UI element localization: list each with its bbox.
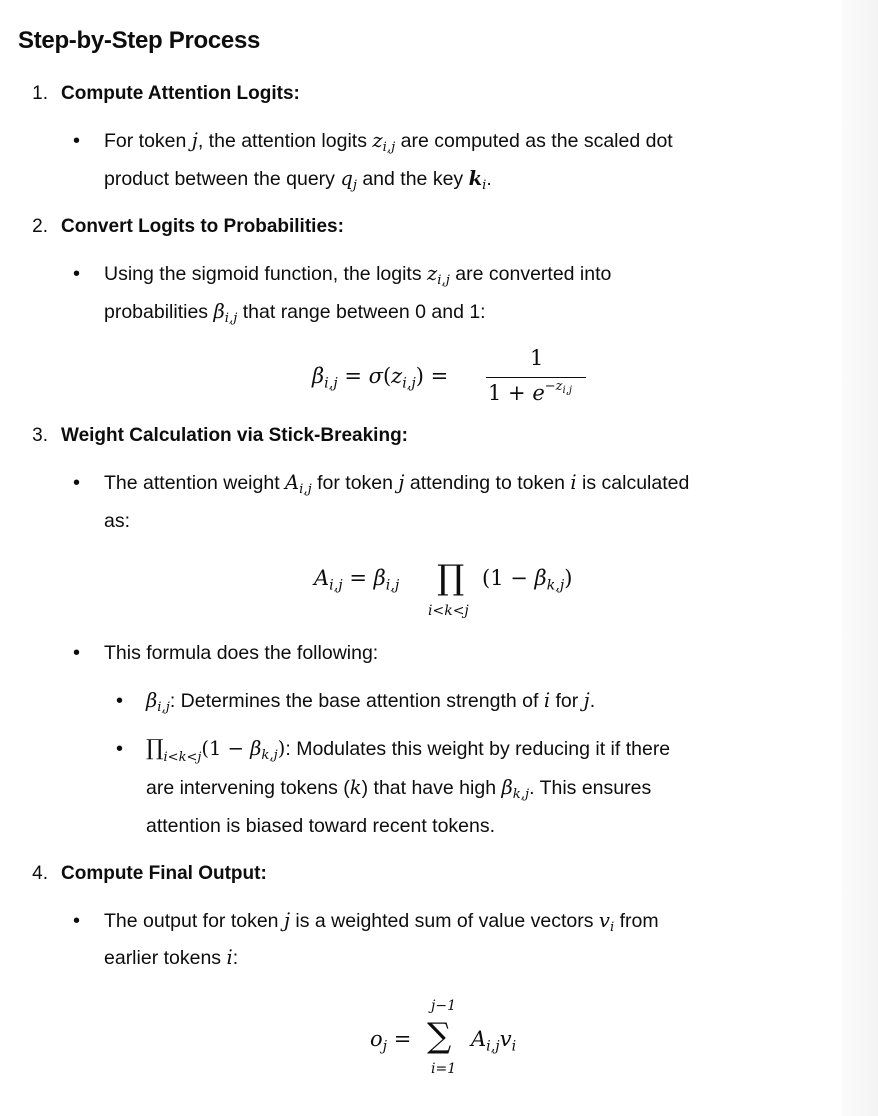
output-equation-rhs xyxy=(471,1027,517,1055)
sigmoid-equation-lhs: $\beta_{i,j} = \sigma(z_{i,j})$ = xyxy=(312,364,449,392)
math-k: k xyxy=(349,776,362,799)
step4-bullet-line2 xyxy=(104,946,238,970)
sigmoid-denominator xyxy=(488,381,572,405)
sub-bullet-2-line2 xyxy=(146,776,651,800)
math-A-ij: $A_{i,j}$ xyxy=(314,566,343,594)
math-j: j xyxy=(583,689,590,712)
text-span: The output for token xyxy=(104,910,284,932)
step-number-1: 1. xyxy=(32,83,48,104)
sub-bullet-dot: • xyxy=(116,690,124,712)
math-beta-ij: $\beta_{i,j}$ xyxy=(213,300,238,326)
math-exponent: −zi,j xyxy=(544,379,572,396)
step1-bullet-line2 xyxy=(104,167,492,191)
math-beta-kj: $\beta_{k,j}$ xyxy=(250,737,278,763)
text-span: is a weighted sum of value vectors xyxy=(290,910,599,932)
text-span: . xyxy=(589,690,596,712)
math-z-ij: $z_{i,j}$ xyxy=(427,262,450,288)
text-span: are computed as the scaled dot xyxy=(395,130,673,152)
bullet-dot: • xyxy=(73,472,81,494)
text-span: from xyxy=(614,910,659,932)
text-span: . xyxy=(486,168,492,190)
math-paren: ) xyxy=(277,737,286,760)
math-q-j: $q_j$ xyxy=(340,167,357,193)
step-title-2: Convert Logits to Probabilities: xyxy=(61,216,344,237)
text-span: : Modulates this weight by reducing it if there xyxy=(285,738,671,760)
product-symbol: ∏ xyxy=(437,558,465,598)
text-span: : xyxy=(232,947,239,969)
step-title-4: Compute Final Output: xyxy=(61,863,267,884)
text-span: that range between 0 and 1: xyxy=(237,301,486,323)
text-span: is calculated xyxy=(576,472,690,494)
math-v-i: $v_i$ xyxy=(598,909,615,935)
sum-upper-limit: j−1 xyxy=(431,998,456,1014)
page-edge-shade xyxy=(842,0,878,1116)
step2-bullet-line2 xyxy=(104,300,486,324)
output-equation-lhs: $o_j$ = xyxy=(370,1027,412,1055)
math-sigma: σ xyxy=(368,364,383,388)
sub-bullet-1 xyxy=(146,689,595,713)
math-i: i xyxy=(543,689,551,712)
step-title-3: Weight Calculation via Stick-Breaking: xyxy=(61,425,409,446)
text-span: The attention weight xyxy=(104,472,286,494)
stick-breaking-equation-lhs: $A_{i,j} = \beta_{i,j}$ xyxy=(314,566,400,594)
math-v-i: $v_i$ xyxy=(499,1027,517,1055)
sub-bullet-2-line3: attention is biased toward recent tokens. xyxy=(146,815,496,837)
math-beta-ij: $\beta_{i,j}$ xyxy=(312,364,338,392)
step3-bullet-line1 xyxy=(104,471,689,495)
text-span: Using the sigmoid function, the logits xyxy=(104,263,428,285)
sub-bullet-dot: • xyxy=(116,738,124,760)
sum-lower-limit: i=1 xyxy=(431,1061,457,1077)
math-k-i: $k_i$ xyxy=(468,167,487,193)
step2-bullet-line1 xyxy=(104,262,611,286)
text-span: : Determines the base attention strength of xyxy=(169,690,544,712)
step-number-4: 4. xyxy=(32,863,48,884)
section-heading: Step-by-Step Process xyxy=(18,27,261,54)
text-span: , the attention logits xyxy=(197,130,373,152)
text-span: ) that have high xyxy=(361,777,502,799)
step4-bullet-line1 xyxy=(104,909,659,933)
sigmoid-numerator: 1 xyxy=(530,346,544,370)
text-span: . This ensures xyxy=(529,777,652,799)
bullet-dot: • xyxy=(73,910,81,932)
text-span: are intervening tokens ( xyxy=(146,777,350,799)
sub-bullet-2-line1 xyxy=(146,737,670,764)
math-beta-kj: $\beta_{k,j}$ xyxy=(501,776,530,802)
text-span: for xyxy=(550,690,584,712)
math-j: j xyxy=(283,909,290,932)
math-A-ij: $A_{i,j}$ xyxy=(471,1027,500,1055)
math-j: j xyxy=(191,129,198,152)
text-span: and the key xyxy=(356,168,469,190)
math-beta-ij: $\beta_{i,j}$ xyxy=(373,566,400,594)
step3-bullet2: This formula does the following: xyxy=(104,642,379,664)
text-span: product between the query xyxy=(104,168,341,190)
step-number-3: 3. xyxy=(32,425,48,446)
text-span: 1 + xyxy=(488,381,533,405)
math-paren: (1 − xyxy=(201,737,251,760)
stick-breaking-equation-rhs: $(1 - \beta_{k,j})$ xyxy=(482,566,573,594)
text-span: probabilities xyxy=(104,301,214,323)
text-span: earlier tokens xyxy=(104,947,227,969)
step-title-1: Compute Attention Logits: xyxy=(61,83,300,104)
text-span: attending to token xyxy=(404,472,571,494)
math-A-ij: $A_{i,j}$ xyxy=(285,471,312,497)
math-i: i xyxy=(570,471,577,494)
product-limits: i<k<j xyxy=(428,603,469,619)
math-i: i xyxy=(226,946,233,969)
sum-symbol: ∑ xyxy=(427,1016,452,1056)
step-number-2: 2. xyxy=(32,216,48,237)
math-z-ij: $z_{i,j}$ xyxy=(372,129,396,155)
math-beta-kj: $\beta_{k,j}$ xyxy=(534,566,565,594)
bullet-dot: • xyxy=(73,130,81,152)
step3-bullet-line2: as: xyxy=(104,510,131,532)
bullet-dot: • xyxy=(73,642,81,664)
math-j: j xyxy=(398,471,405,494)
text-span: for token xyxy=(311,472,399,494)
math-z-ij: $z_{i,j}$ xyxy=(391,364,416,392)
math-e: e xyxy=(532,381,545,405)
math-beta-ij: $\beta_{i,j}$ xyxy=(146,689,170,715)
text-span: For token xyxy=(104,130,192,152)
math-o-j: $o_j$ xyxy=(370,1027,388,1055)
bullet-dot: • xyxy=(73,263,81,285)
math-product: ∏ xyxy=(146,736,164,761)
text-span: are converted into xyxy=(449,263,612,285)
step1-bullet-line1 xyxy=(104,129,673,153)
math-product-limits: i<k<j xyxy=(163,750,202,765)
